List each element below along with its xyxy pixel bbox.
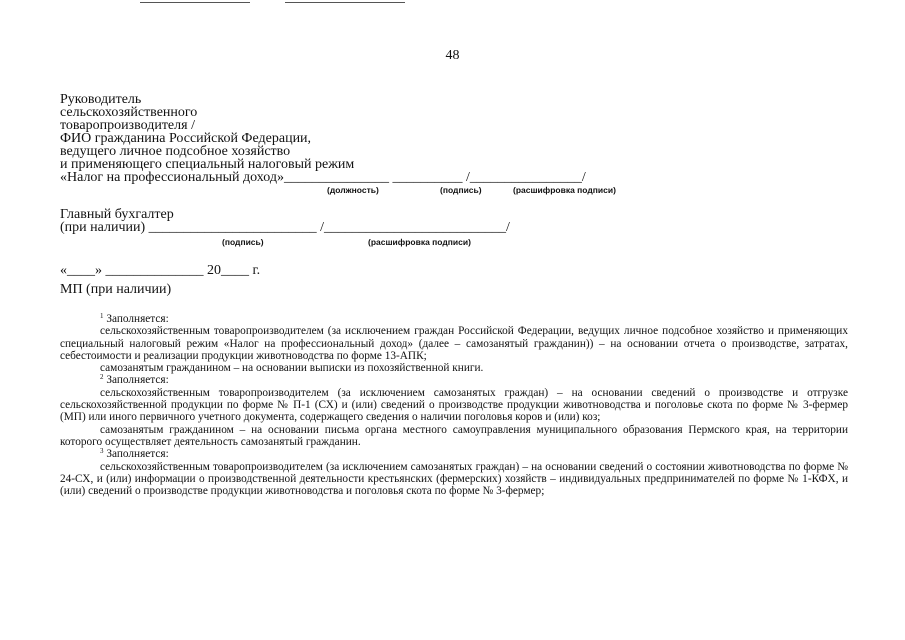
accountant-block bbox=[60, 208, 510, 234]
position-field: _______________ bbox=[283, 170, 389, 185]
top-rule-left bbox=[140, 2, 250, 3]
page-number: 48 bbox=[445, 48, 460, 63]
signature-field: __________ / bbox=[392, 170, 470, 185]
footnote-1-header: $^1$ Заполняется: bbox=[100, 312, 169, 325]
footnote-1-paragraph-1: сельскохозяйственным товаропроизводителем (за исключением граждан Российской Федерации, ведущих личное подсобное хозяйство и применяющих специальный налоговый режим «Налог на профессиональный доход» (далее – самозанятый гражданин)) – на основании отчета о производстве, затратах, себестоимости и реализации продукции животноводства по форме 13-АПК; bbox=[60, 325, 848, 362]
accountant-signature-field: (при наличии) ________________________ / bbox=[60, 220, 325, 235]
head-block bbox=[60, 93, 586, 184]
head-line-5: ведущего личное подсобное хозяйство bbox=[60, 144, 291, 159]
footnote-1-paragraph-2: самозанятым гражданином – на основании выписки из похозяйственной книги. bbox=[100, 362, 484, 375]
date-block bbox=[60, 264, 260, 296]
footnote-2-paragraph-1: сельскохозяйственным товаропроизводителем (за исключением самозанятых граждан) – на основании сведений о производстве и отгрузке сельскохозяйственной продукции по форме № П-1 (СХ) и (или) сведений о производстве продукции животноводства и поголовье скота по форме № 3-фермер (МП) или иного первичного учетного документа, содержащего сведения о наличии поголовья коров и (или) коз; bbox=[60, 386, 848, 424]
footnote-2-paragraph-2: самозанятым гражданином – на основании письма органа местного самоуправления муниципального образования Пермского края, на территории которого осуществляет деятельность самозанятый гражданин. bbox=[60, 423, 848, 448]
accountant-line bbox=[60, 221, 510, 234]
footnote-1-mark: 1 bbox=[100, 312, 104, 320]
head-line-7 bbox=[60, 171, 586, 184]
head-line-6: и применяющего специальный налоговый режим bbox=[60, 157, 355, 172]
accountant-title: Главный бухгалтер bbox=[60, 207, 174, 222]
head-line-4: ФИО гражданина Российской Федерации, bbox=[60, 131, 312, 146]
caption-position: (должность) bbox=[327, 185, 379, 195]
head-last-line: «Налог на профессиональный доход» bbox=[60, 170, 284, 185]
accountant-decoding-field: __________________________/ bbox=[324, 220, 510, 235]
head-line-3: товаропроизводителя / bbox=[60, 118, 195, 133]
accountant-caption-decoding: (расшифровка подписи) bbox=[368, 237, 471, 247]
top-rule-right bbox=[285, 2, 405, 3]
footnote-2-mark: 2 bbox=[100, 373, 104, 382]
date-line: «____» ______________ 20____ г. bbox=[60, 263, 261, 278]
head-line-1: Руководитель bbox=[60, 92, 142, 107]
footnote-3-paragraph-1: сельскохозяйственным товаропроизводителем (за исключением самозанятых граждан) – на основании сведений о состоянии животноводства по форме № 24-СХ, и (или) информации о производственной деятельности крестьянских (фермерских) хозяйств – индивидуальных предпринимателей по форме № 1-КФХ, и (или) сведений о производстве продукции животноводства и поголовья скота по форме № 3-фермер; bbox=[60, 460, 848, 498]
caption-signature: (подпись) bbox=[440, 185, 482, 195]
accountant-caption-signature: (подпись) bbox=[222, 237, 264, 247]
caption-decoding: (расшифровка подписи) bbox=[513, 185, 616, 195]
footnote-3-mark: 3 bbox=[100, 447, 104, 456]
head-line-2: сельскохозяйственного bbox=[60, 105, 198, 120]
footnotes bbox=[60, 313, 848, 497]
footnote-3-header: $^3$ Заполняется: bbox=[100, 447, 169, 461]
stamp-line: МП (при наличии) bbox=[60, 282, 172, 297]
footnote-2-header: $^2$ Заполняется: bbox=[100, 373, 169, 387]
decoding-field: ________________/ bbox=[469, 170, 586, 185]
